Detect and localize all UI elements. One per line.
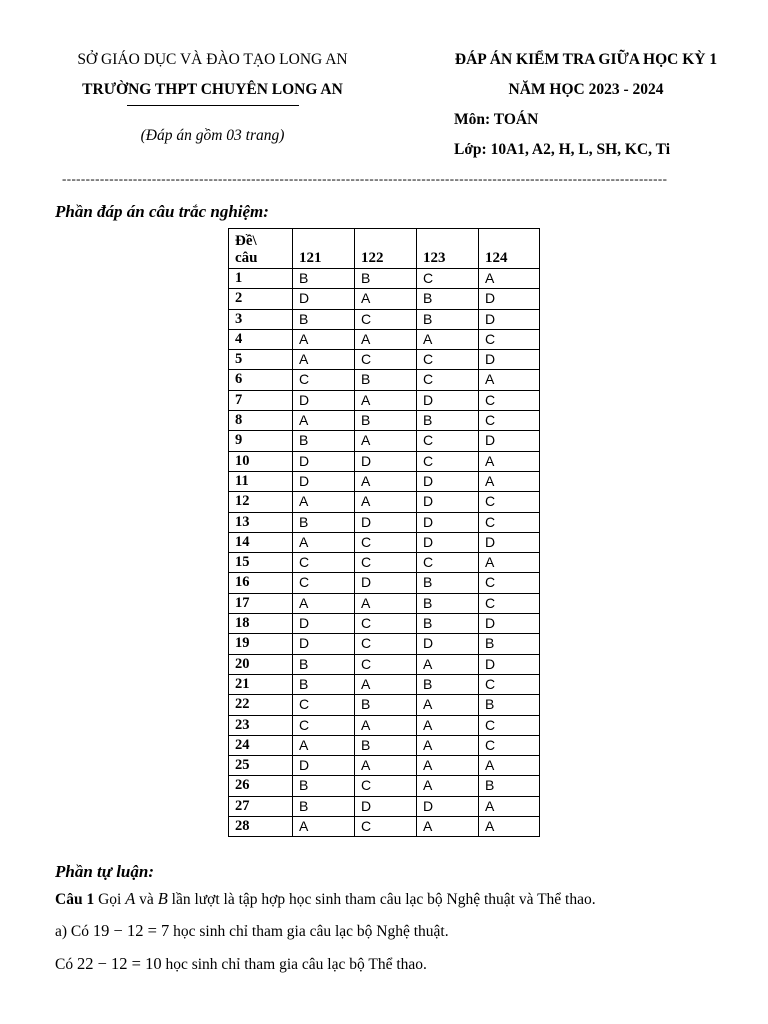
subject-label: Môn: TOÁN bbox=[454, 111, 539, 128]
answer-cell: C bbox=[293, 573, 355, 593]
question-number: 26 bbox=[229, 776, 293, 796]
answer-cell: D bbox=[293, 634, 355, 654]
question-number: 27 bbox=[229, 796, 293, 816]
answer-cell: C bbox=[355, 614, 417, 634]
answer-cell: C bbox=[417, 370, 479, 390]
question-number: 13 bbox=[229, 512, 293, 532]
corner-header bbox=[229, 229, 293, 269]
code-header: 122 bbox=[355, 229, 417, 269]
answer-cell: D bbox=[417, 471, 479, 491]
answer-cell: A bbox=[293, 329, 355, 349]
answer-cell: A bbox=[355, 289, 417, 309]
table-row bbox=[229, 471, 540, 491]
answer-cell: A bbox=[479, 269, 540, 289]
answer-cell: C bbox=[293, 553, 355, 573]
department-name: SỞ GIÁO DỤC VÀ ĐÀO TẠO LONG AN bbox=[77, 51, 348, 68]
answer-cell: B bbox=[293, 776, 355, 796]
answer-cell: C bbox=[479, 674, 540, 694]
question-number: 19 bbox=[229, 634, 293, 654]
answer-cell: B bbox=[355, 370, 417, 390]
math-expression: 22 − 12 = 10 bbox=[76, 954, 162, 973]
set-a-symbol: A bbox=[125, 889, 136, 908]
answer-cell: B bbox=[417, 614, 479, 634]
essay-text: học sinh chỉ tham gia câu lạc bộ Nghệ thuật. bbox=[173, 923, 449, 940]
table-row bbox=[229, 776, 540, 796]
answer-cell: A bbox=[293, 350, 355, 370]
table-row bbox=[229, 634, 540, 654]
answer-cell: C bbox=[479, 329, 540, 349]
code-header: 121 bbox=[293, 229, 355, 269]
essay-text: lần lượt là tập hợp học sinh tham câu lạc bộ Nghệ thuật và Thể thao. bbox=[171, 891, 596, 908]
answer-cell: A bbox=[293, 492, 355, 512]
answer-cell: C bbox=[479, 492, 540, 512]
answer-cell: C bbox=[479, 735, 540, 755]
question-number: 11 bbox=[229, 471, 293, 491]
answer-cell: B bbox=[355, 411, 417, 431]
question-number: 9 bbox=[229, 431, 293, 451]
question-number: 15 bbox=[229, 553, 293, 573]
answer-cell: A bbox=[355, 674, 417, 694]
table-row bbox=[229, 532, 540, 552]
answer-cell: D bbox=[479, 654, 540, 674]
answer-cell: D bbox=[479, 532, 540, 552]
answer-cell: A bbox=[479, 796, 540, 816]
answer-cell: A bbox=[417, 817, 479, 837]
answer-cell: C bbox=[293, 695, 355, 715]
table-row bbox=[229, 593, 540, 613]
table-row bbox=[229, 370, 540, 390]
answer-cell: D bbox=[479, 289, 540, 309]
answer-cell: D bbox=[293, 614, 355, 634]
question-number: 20 bbox=[229, 654, 293, 674]
answer-cell: A bbox=[479, 553, 540, 573]
answer-cell: C bbox=[417, 553, 479, 573]
school-year: NĂM HỌC 2023 - 2024 bbox=[508, 81, 664, 98]
answer-cell: D bbox=[417, 512, 479, 532]
answer-cell: A bbox=[417, 715, 479, 735]
answer-cell: B bbox=[355, 269, 417, 289]
answer-cell: A bbox=[479, 756, 540, 776]
answer-cell: C bbox=[479, 715, 540, 735]
answer-cell: B bbox=[293, 309, 355, 329]
answer-cell: A bbox=[355, 492, 417, 512]
code-header: 123 bbox=[417, 229, 479, 269]
answer-cell: D bbox=[293, 289, 355, 309]
question-number: 24 bbox=[229, 735, 293, 755]
question-number: 18 bbox=[229, 614, 293, 634]
answer-table-header bbox=[229, 229, 540, 269]
answer-cell: D bbox=[293, 451, 355, 471]
answer-cell: D bbox=[479, 309, 540, 329]
answer-cell: C bbox=[479, 512, 540, 532]
answer-cell: D bbox=[479, 350, 540, 370]
answer-cell: D bbox=[417, 634, 479, 654]
answer-cell: A bbox=[417, 735, 479, 755]
answer-cell: A bbox=[293, 411, 355, 431]
question-number: 10 bbox=[229, 451, 293, 471]
school-name: TRƯỜNG THPT CHUYÊN LONG AN bbox=[82, 81, 343, 98]
answer-cell: C bbox=[355, 553, 417, 573]
answer-cell: B bbox=[293, 431, 355, 451]
answer-cell: C bbox=[417, 451, 479, 471]
answer-cell: C bbox=[355, 350, 417, 370]
answer-cell: A bbox=[293, 817, 355, 837]
question-number: 3 bbox=[229, 309, 293, 329]
question-number: 25 bbox=[229, 756, 293, 776]
question-number: 2 bbox=[229, 289, 293, 309]
answer-cell: C bbox=[479, 573, 540, 593]
answer-cell: A bbox=[355, 715, 417, 735]
answer-cell: B bbox=[479, 695, 540, 715]
table-row bbox=[229, 269, 540, 289]
math-expression: 19 − 12 = 7 bbox=[92, 921, 170, 940]
answer-cell: D bbox=[479, 614, 540, 634]
table-row bbox=[229, 553, 540, 573]
table-row bbox=[229, 715, 540, 735]
answer-cell: C bbox=[417, 431, 479, 451]
answer-cell: B bbox=[355, 735, 417, 755]
essay-text: a) Có bbox=[55, 923, 90, 940]
answer-cell: B bbox=[417, 674, 479, 694]
answer-cell: C bbox=[355, 309, 417, 329]
school-underline bbox=[127, 105, 299, 106]
table-row bbox=[229, 411, 540, 431]
classes-label: Lớp: 10A1, A2, H, L, SH, KC, Ti bbox=[454, 141, 671, 158]
header-right bbox=[420, 50, 740, 160]
answer-cell: D bbox=[293, 756, 355, 776]
question-number: 8 bbox=[229, 411, 293, 431]
mcq-section-title: Phần đáp án câu trắc nghiệm: bbox=[55, 202, 269, 221]
answer-cell: D bbox=[355, 796, 417, 816]
answer-cell: C bbox=[479, 411, 540, 431]
answer-cell: C bbox=[417, 350, 479, 370]
answer-cell: C bbox=[355, 532, 417, 552]
answer-cell: D bbox=[355, 451, 417, 471]
answer-cell: A bbox=[355, 756, 417, 776]
answer-cell: A bbox=[293, 532, 355, 552]
answer-cell: A bbox=[479, 451, 540, 471]
essay-question-1 bbox=[55, 889, 755, 910]
question-number: 14 bbox=[229, 532, 293, 552]
answer-cell: A bbox=[479, 817, 540, 837]
table-row bbox=[229, 309, 540, 329]
answer-cell: B bbox=[293, 796, 355, 816]
essay-text: và bbox=[139, 891, 154, 908]
question-number: 16 bbox=[229, 573, 293, 593]
answer-cell: B bbox=[293, 512, 355, 532]
question-number: 1 bbox=[229, 269, 293, 289]
table-row bbox=[229, 350, 540, 370]
answer-cell: C bbox=[293, 715, 355, 735]
answer-cell: A bbox=[355, 431, 417, 451]
answer-cell: C bbox=[293, 370, 355, 390]
answer-cell: A bbox=[417, 776, 479, 796]
table-row bbox=[229, 573, 540, 593]
answer-cell: D bbox=[355, 512, 417, 532]
answer-cell: C bbox=[355, 776, 417, 796]
question-number: 7 bbox=[229, 390, 293, 410]
answer-cell: A bbox=[417, 756, 479, 776]
answer-cell: A bbox=[479, 471, 540, 491]
table-row bbox=[229, 451, 540, 471]
answer-cell: C bbox=[479, 593, 540, 613]
answer-cell: A bbox=[417, 329, 479, 349]
answer-cell: B bbox=[293, 674, 355, 694]
question-number: 5 bbox=[229, 350, 293, 370]
question-label: Câu 1 bbox=[55, 891, 95, 908]
answer-cell: B bbox=[355, 695, 417, 715]
answer-cell: A bbox=[355, 329, 417, 349]
question-number: 23 bbox=[229, 715, 293, 735]
question-number: 22 bbox=[229, 695, 293, 715]
table-row bbox=[229, 654, 540, 674]
question-number: 12 bbox=[229, 492, 293, 512]
answer-cell: B bbox=[293, 654, 355, 674]
answer-cell: A bbox=[479, 370, 540, 390]
corner-header-question: câu bbox=[235, 250, 258, 266]
answer-cell: D bbox=[417, 492, 479, 512]
table-row bbox=[229, 674, 540, 694]
essay-part-a-continued bbox=[55, 954, 755, 975]
answer-cell: A bbox=[355, 390, 417, 410]
answer-cell: B bbox=[417, 573, 479, 593]
question-number: 6 bbox=[229, 370, 293, 390]
table-row bbox=[229, 796, 540, 816]
answer-cell: D bbox=[293, 390, 355, 410]
table-row bbox=[229, 492, 540, 512]
answer-cell: B bbox=[479, 776, 540, 796]
header-left bbox=[50, 50, 375, 146]
answer-cell: A bbox=[293, 735, 355, 755]
question-number: 21 bbox=[229, 674, 293, 694]
code-header: 124 bbox=[479, 229, 540, 269]
essay-part-a bbox=[55, 921, 755, 942]
answer-cell: D bbox=[417, 390, 479, 410]
answer-cell: C bbox=[355, 817, 417, 837]
answer-cell: B bbox=[417, 411, 479, 431]
page-count-note: (Đáp án gồm 03 trang) bbox=[140, 127, 285, 144]
table-row bbox=[229, 614, 540, 634]
answer-cell: C bbox=[355, 654, 417, 674]
answer-cell: A bbox=[293, 593, 355, 613]
document-title: ĐÁP ÁN KIỂM TRA GIỮA HỌC KỲ 1 bbox=[454, 51, 718, 68]
table-row bbox=[229, 289, 540, 309]
answer-cell: A bbox=[355, 593, 417, 613]
answer-cell: B bbox=[479, 634, 540, 654]
table-row bbox=[229, 817, 540, 837]
table-row bbox=[229, 512, 540, 532]
answer-cell: D bbox=[479, 431, 540, 451]
dashed-divider: -------------------------------------------------------------------------------------------------------------------------------- bbox=[62, 171, 668, 186]
table-row bbox=[229, 735, 540, 755]
essay-text: học sinh chỉ tham gia câu lạc bộ Thể thao. bbox=[165, 956, 427, 973]
essay-text: Có bbox=[55, 956, 74, 973]
answer-cell: C bbox=[355, 634, 417, 654]
table-row bbox=[229, 695, 540, 715]
answer-cell: D bbox=[355, 573, 417, 593]
answer-cell: B bbox=[417, 289, 479, 309]
answer-cell: A bbox=[417, 695, 479, 715]
table-row bbox=[229, 431, 540, 451]
answer-cell: D bbox=[417, 532, 479, 552]
table-row bbox=[229, 329, 540, 349]
answer-table bbox=[228, 228, 540, 837]
answer-cell: B bbox=[293, 269, 355, 289]
answer-cell: B bbox=[417, 309, 479, 329]
answer-cell: C bbox=[417, 269, 479, 289]
answer-cell: D bbox=[293, 471, 355, 491]
table-row bbox=[229, 756, 540, 776]
set-b-symbol: B bbox=[157, 889, 168, 908]
question-number: 4 bbox=[229, 329, 293, 349]
answer-cell: A bbox=[417, 654, 479, 674]
answer-cell: A bbox=[355, 471, 417, 491]
table-row bbox=[229, 390, 540, 410]
question-number: 28 bbox=[229, 817, 293, 837]
answer-cell: B bbox=[417, 593, 479, 613]
answer-cell: D bbox=[417, 796, 479, 816]
essay-text: Gọi bbox=[98, 891, 122, 908]
corner-header-code: Đề\ bbox=[235, 233, 257, 249]
essay-section-title: Phần tự luận: bbox=[55, 862, 154, 881]
answer-cell: C bbox=[479, 390, 540, 410]
question-number: 17 bbox=[229, 593, 293, 613]
